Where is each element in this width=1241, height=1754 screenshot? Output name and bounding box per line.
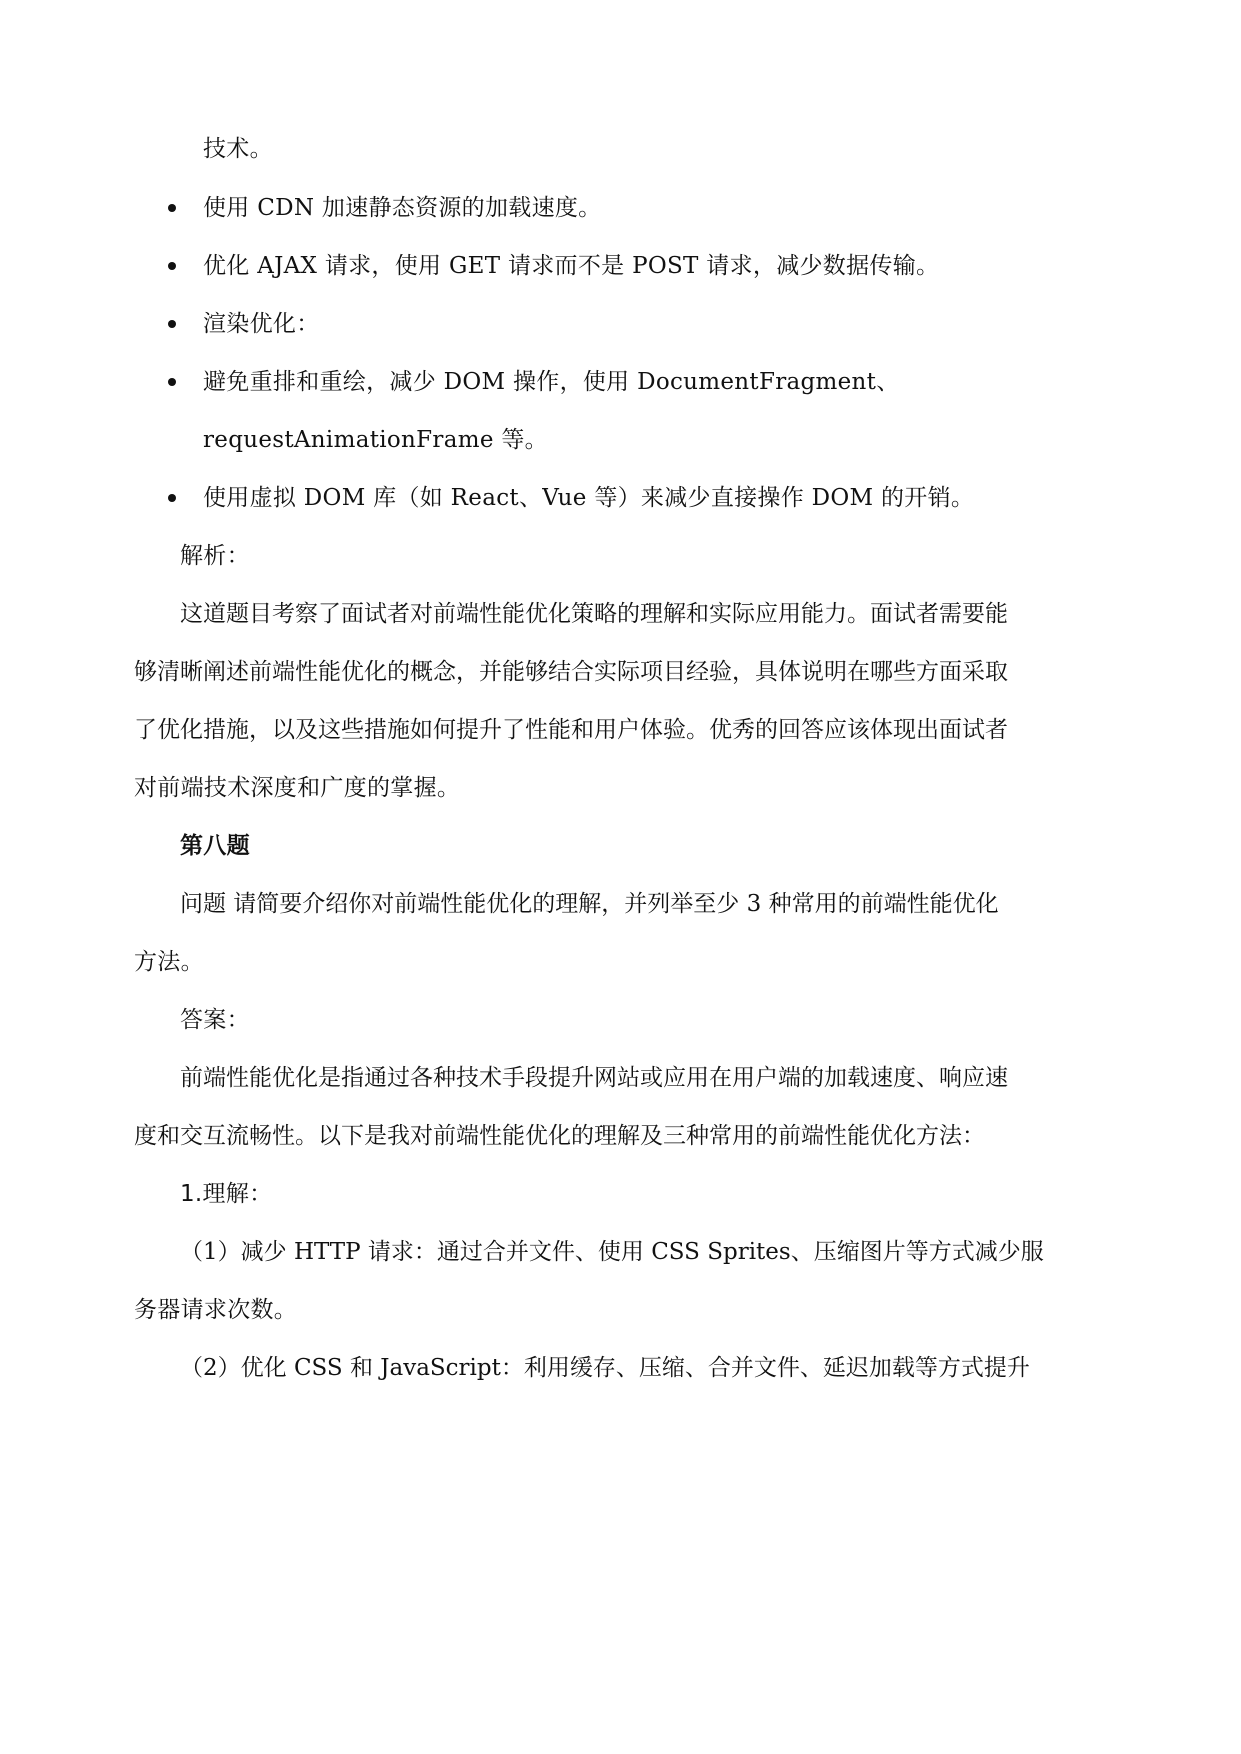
question-line: 方法。 <box>134 949 204 975</box>
answer-paragraph-line: 前端性能优化是指通过各种技术手段提升网站或应用在用户端的加载速度、响应速 <box>180 1065 1008 1091</box>
analysis-label: 解析： <box>180 543 250 569</box>
answer-label: 答案： <box>180 1007 250 1033</box>
section-heading: 第八题 <box>180 833 250 859</box>
analysis-paragraph-line: 这道题目考察了面试者对前端性能优化策略的理解和实际应用能力。面试者需要能 <box>180 601 1008 627</box>
bullet-icon <box>168 204 176 212</box>
continuation-line: 技术。 <box>203 136 273 162</box>
bullet-item-render: 渲染优化： <box>203 311 320 337</box>
analysis-paragraph-line: 够清晰阐述前端性能优化的概念，并能够结合实际项目经验，具体说明在哪些方面采取 <box>134 659 1008 685</box>
bullet-item-cdn: 使用 CDN 加速静态资源的加载速度。 <box>203 195 602 221</box>
question-line: 问题 请简要介绍你对前端性能优化的理解，并列举至少 3 种常用的前端性能优化 <box>180 891 999 917</box>
list-item-http: （1）减少 HTTP 请求：通过合并文件、使用 CSS Sprites、压缩图片等方式减少服 <box>180 1239 1044 1265</box>
analysis-paragraph-line: 对前端技术深度和广度的掌握。 <box>134 775 461 801</box>
answer-paragraph-line: 度和交互流畅性。以下是我对前端性能优化的理解及三种常用的前端性能优化方法： <box>134 1123 985 1149</box>
bullet-icon <box>168 262 176 270</box>
bullet-icon <box>168 378 176 386</box>
bullet-icon <box>168 494 176 502</box>
bullet-icon <box>168 320 176 328</box>
bullet-item-reflow: 避免重排和重绘，减少 DOM 操作，使用 DocumentFragment、 <box>203 369 900 395</box>
bullet-item-reflow-cont: requestAnimationFrame 等。 <box>203 427 548 453</box>
list-item-http-cont: 务器请求次数。 <box>134 1297 298 1323</box>
analysis-paragraph-line: 了优化措施，以及这些措施如何提升了性能和用户体验。优秀的回答应该体现出面试者 <box>134 717 1008 743</box>
list-item-css-js: （2）优化 CSS 和 JavaScript：利用缓存、压缩、合并文件、延迟加载等方式提升 <box>180 1355 1030 1381</box>
bullet-item-ajax: 优化 AJAX 请求，使用 GET 请求而不是 POST 请求，减少数据传输。 <box>203 253 940 279</box>
subsection-label: 1.理解： <box>180 1181 273 1207</box>
bullet-item-virtual-dom: 使用虚拟 DOM 库（如 React、Vue 等）来减少直接操作 DOM 的开销。 <box>203 485 975 511</box>
